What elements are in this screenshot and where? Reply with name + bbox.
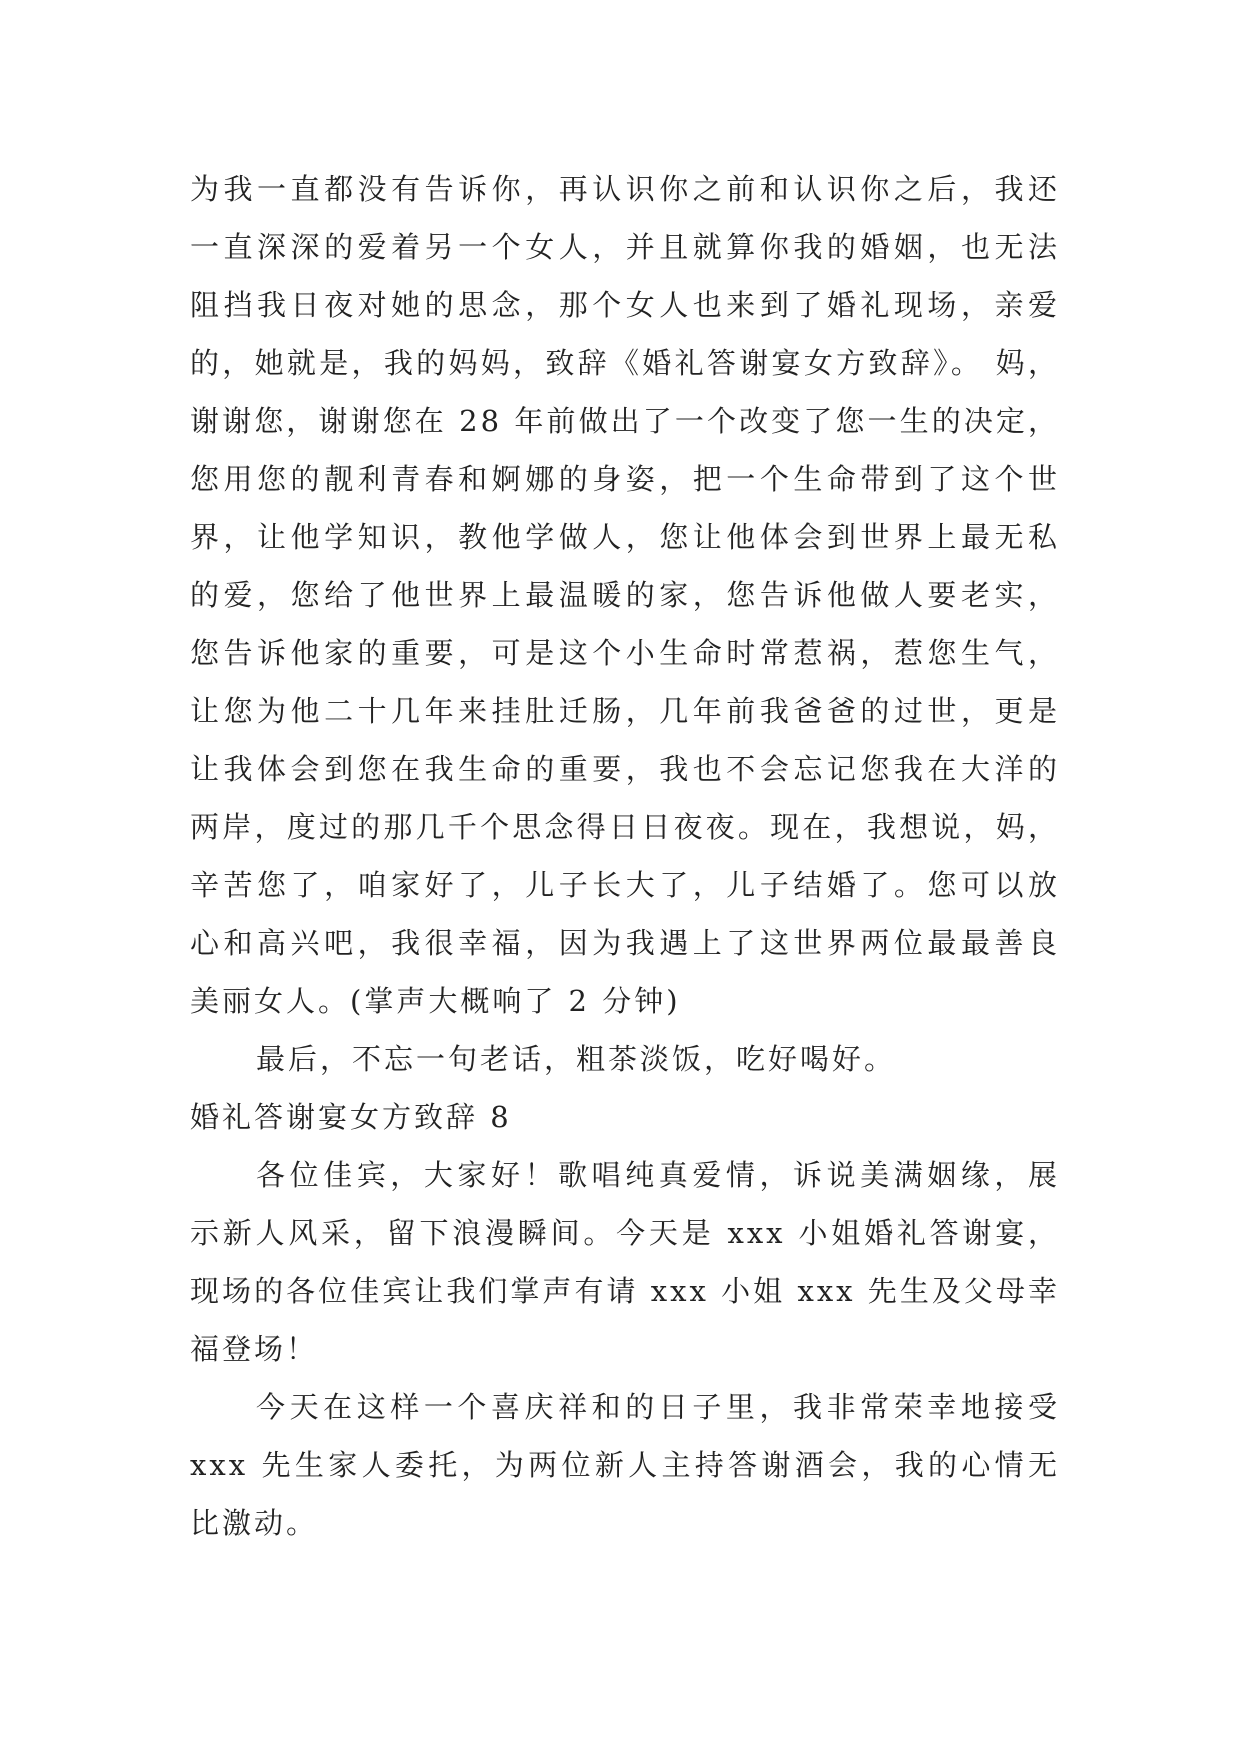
text-line: 您告诉他家的重要，可是这个小生命时常惹祸，惹您生气， — [190, 636, 1060, 670]
text-line: 让我体会到您在我生命的重要，我也不会忘记您我在大洋的 — [190, 752, 1060, 786]
text-line: 一直深深的爱着另一个女人，并且就算你我的婚姻，也无法 — [190, 230, 1060, 264]
paragraph-host-intro — [190, 1378, 1060, 1552]
text-line: 界，让他学知识，教他学做人，您让他体会到世界上最无私 — [190, 520, 1060, 554]
text-line: 心和高兴吧，我很幸福，因为我遇上了这世界两位最最善良 — [190, 926, 1060, 960]
paragraph-closing — [190, 1030, 1060, 1088]
document-body — [190, 160, 1060, 1552]
text-line: 辛苦您了，咱家好了，儿子长大了，儿子结婚了。您可以放 — [190, 868, 1060, 902]
paragraph-speech-continuation — [190, 160, 1060, 1030]
text-line: 的爱，您给了他世界上最温暖的家，您告诉他做人要老实， — [190, 578, 1060, 612]
text-line: 各位佳宾，大家好！歌唱纯真爱情，诉说美满姻缘，展 — [256, 1158, 1060, 1192]
text-line: 您用您的靓利青春和婀娜的身姿，把一个生命带到了这个世 — [190, 462, 1060, 496]
text-line: 为我一直都没有告诉你，再认识你之前和认识你之后，我还 — [190, 172, 1060, 206]
text-line: xxx 先生家人委托，为两位新人主持答谢酒会，我的心情无 — [190, 1448, 1060, 1482]
text-line: 两岸，度过的那几千个思念得日日夜夜。现在，我想说，妈， — [190, 810, 1060, 844]
section-heading: 婚礼答谢宴女方致辞 8 — [190, 1100, 512, 1134]
text-line: 美丽女人。(掌声大概响了 2 分钟) — [190, 984, 681, 1018]
text-line: 最后，不忘一句老话，粗茶淡饭，吃好喝好。 — [256, 1042, 897, 1076]
paragraph-greeting — [190, 1146, 1060, 1378]
text-line: 谢谢您，谢谢您在 28 年前做出了一个改变了您一生的决定， — [190, 404, 1060, 438]
text-line: 现场的各位佳宾让我们掌声有请 xxx 小姐 xxx 先生及父母幸 — [190, 1274, 1060, 1308]
text-line: 阻挡我日夜对她的思念，那个女人也来到了婚礼现场，亲爱 — [190, 288, 1060, 322]
text-line: 福登场！ — [190, 1332, 319, 1366]
text-line: 的，她就是，我的妈妈，致辞《婚礼答谢宴女方致辞》。 妈， — [190, 346, 1060, 380]
text-line: 让您为他二十几年来挂肚迁肠，几年前我爸爸的过世，更是 — [190, 694, 1060, 728]
text-line: 比激动。 — [190, 1506, 319, 1540]
text-line: 今天在这样一个喜庆祥和的日子里，我非常荣幸地接受 — [256, 1390, 1060, 1424]
text-line: 示新人风采，留下浪漫瞬间。今天是 xxx 小姐婚礼答谢宴， — [190, 1216, 1060, 1250]
